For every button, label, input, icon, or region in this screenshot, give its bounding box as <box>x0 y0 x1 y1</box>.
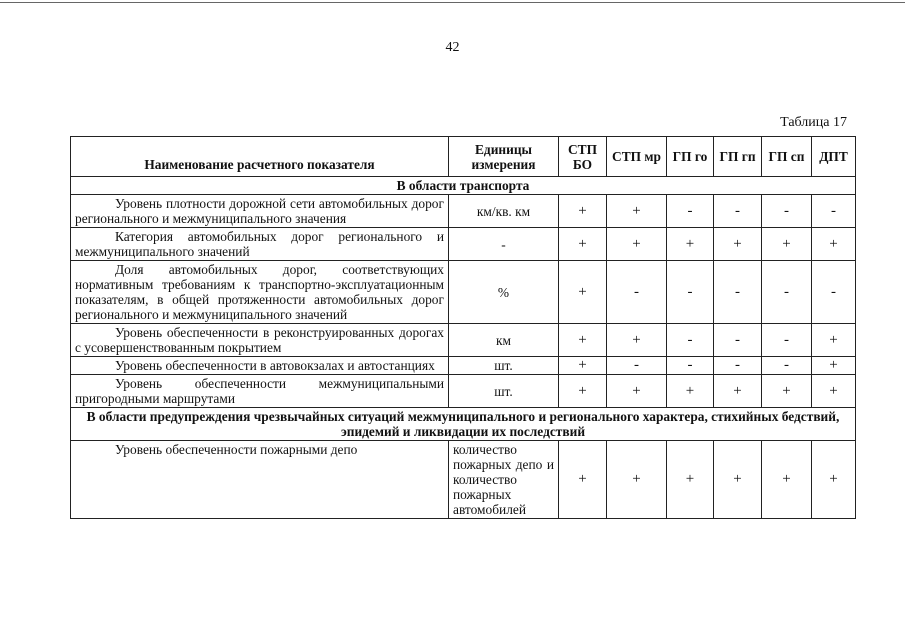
row-mark: - <box>714 324 762 357</box>
section-title: В области предупреждения чрезвычайных ситуаций межмуниципального и регионального характера, стихийных бедствий, эпидемий и ликвидации их последствий <box>71 408 856 441</box>
row-mark: - <box>762 195 812 228</box>
table-row <box>71 375 856 408</box>
header-col-stp-bo: СТП БО <box>559 137 607 177</box>
row-mark: + <box>607 228 667 261</box>
row-mark: + <box>762 228 812 261</box>
row-mark: + <box>762 441 812 519</box>
row-mark: - <box>714 195 762 228</box>
row-unit: % <box>449 261 559 324</box>
row-mark: + <box>714 441 762 519</box>
row-mark: - <box>667 324 714 357</box>
row-name: Уровень плотности дорожной сети автомобильных дорог регионального и межмуниципального значения <box>71 195 449 228</box>
row-mark: + <box>607 375 667 408</box>
row-unit: - <box>449 228 559 261</box>
row-mark: + <box>607 324 667 357</box>
header-col-dpt: ДПТ <box>812 137 856 177</box>
row-unit: км/кв. км <box>449 195 559 228</box>
row-mark: - <box>762 261 812 324</box>
section-row <box>71 408 856 441</box>
row-mark: - <box>714 357 762 375</box>
row-mark: + <box>812 441 856 519</box>
row-mark: + <box>559 441 607 519</box>
table-row <box>71 195 856 228</box>
section-title: В области транспорта <box>71 177 856 195</box>
table-row <box>71 228 856 261</box>
header-unit: Единицы измерения <box>449 137 559 177</box>
row-mark: + <box>607 195 667 228</box>
row-mark: + <box>812 357 856 375</box>
row-mark: - <box>667 195 714 228</box>
row-mark: + <box>559 375 607 408</box>
header-col-stp-mr: СТП мр <box>607 137 667 177</box>
row-mark: - <box>762 324 812 357</box>
row-name: Уровень обеспеченности в реконструированных дорогах с усовершенствованным покрытием <box>71 324 449 357</box>
page-number: 42 <box>445 40 460 55</box>
row-unit-cell <box>449 441 559 519</box>
row-mark: + <box>667 228 714 261</box>
row-mark: + <box>714 375 762 408</box>
row-mark: - <box>812 195 856 228</box>
row-name: Доля автомобильных дорог, соответствующих нормативным требованиям к транспортно-эксплуатационным показателям, в общей протяженности автомобильных дорог регионального и межмуниципального значений <box>71 261 449 324</box>
row-mark: + <box>559 195 607 228</box>
row-unit: шт. <box>449 375 559 408</box>
row-name: Уровень обеспеченности межмуниципальными пригородными маршрутами <box>71 375 449 408</box>
indicators-table <box>70 136 856 519</box>
row-mark: + <box>607 441 667 519</box>
row-mark: + <box>812 375 856 408</box>
row-mark: + <box>559 228 607 261</box>
table-row <box>71 441 856 519</box>
header-col-gp-sp: ГП сп <box>762 137 812 177</box>
table-caption: Таблица 17 <box>780 115 847 130</box>
row-mark: + <box>559 357 607 375</box>
row-mark: - <box>762 357 812 375</box>
row-mark: + <box>667 441 714 519</box>
table-header-row <box>71 137 856 177</box>
header-col-gp-gp: ГП гп <box>714 137 762 177</box>
row-mark: - <box>667 357 714 375</box>
table-row <box>71 324 856 357</box>
row-mark: + <box>812 324 856 357</box>
row-mark: + <box>667 375 714 408</box>
row-mark: + <box>762 375 812 408</box>
row-mark: + <box>812 228 856 261</box>
row-mark: + <box>559 261 607 324</box>
row-mark: - <box>667 261 714 324</box>
table-row <box>71 357 856 375</box>
row-unit: количество пожарных депо и количество пожарных автомобилей <box>453 442 554 517</box>
header-name: Наименование расчетного показателя <box>71 137 449 177</box>
row-name: Уровень обеспеченности в автовокзалах и автостанциях <box>71 357 449 375</box>
row-name: Уровень обеспеченности пожарными депо <box>71 441 449 519</box>
row-unit: км <box>449 324 559 357</box>
row-name: Категория автомобильных дорог регионального и межмуниципального значений <box>71 228 449 261</box>
table-row <box>71 261 856 324</box>
row-mark: - <box>812 261 856 324</box>
row-mark: + <box>714 228 762 261</box>
row-mark: - <box>714 261 762 324</box>
row-mark: + <box>559 324 607 357</box>
row-unit: шт. <box>449 357 559 375</box>
header-col-gp-go: ГП го <box>667 137 714 177</box>
top-border-line <box>0 2 905 3</box>
section-row <box>71 177 856 195</box>
row-mark: - <box>607 261 667 324</box>
row-mark: - <box>607 357 667 375</box>
